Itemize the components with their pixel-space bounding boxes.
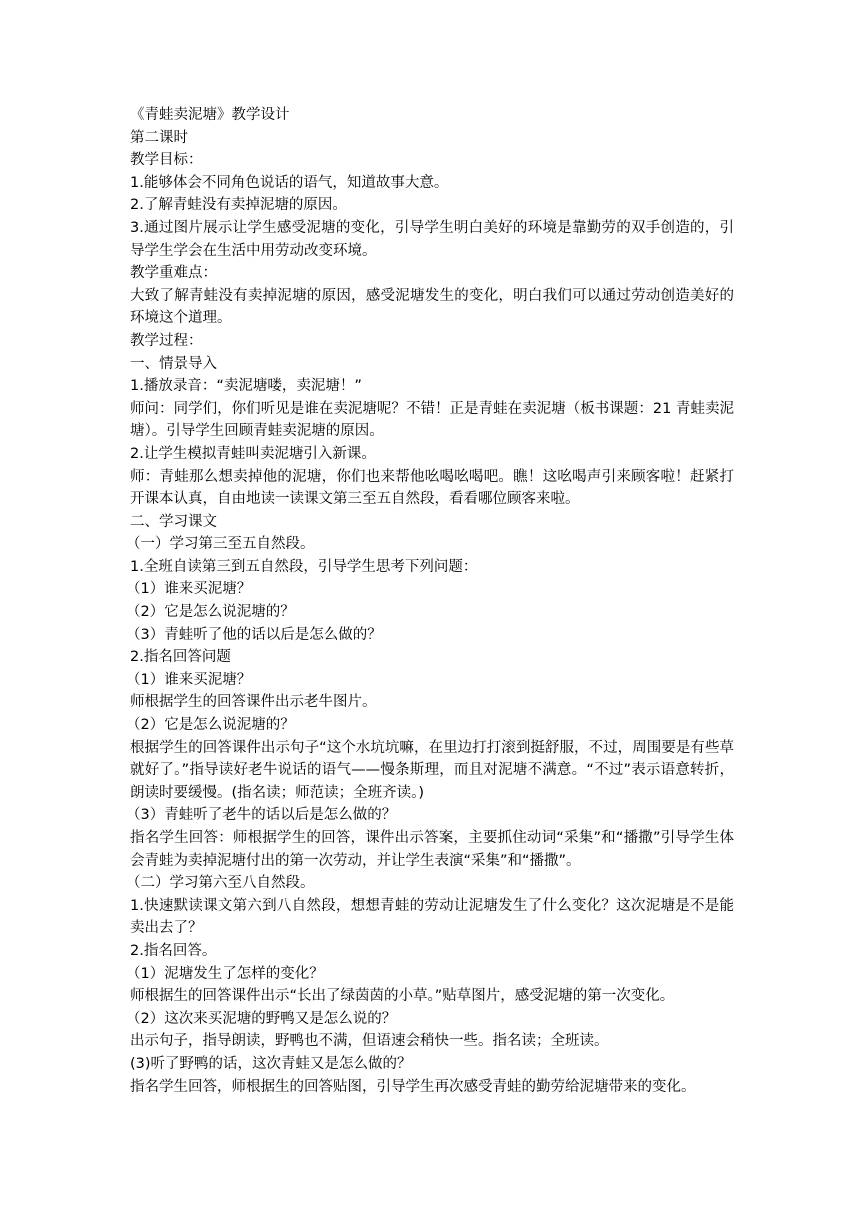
sub-subsection-heading: （二）学习第六至八自然段。 — [126, 875, 315, 892]
paragraph: 指名学生回答：师根据学生的回答，课件出示答案，主要抓住动词“采集”和“播撒”引导学生体会青蛙为卖掉泥塘付出的第一次劳动，并让学生表演“采集”和“播撒”。 — [130, 830, 734, 869]
paragraph: 2.指名回答。 — [130, 942, 217, 959]
paragraph: 2.让学生模拟青蛙叫卖泥塘引入新课。 — [130, 445, 376, 462]
goal-item: 2.了解青蛙没有卖掉泥塘的原因。 — [130, 197, 347, 214]
document-body — [126, 104, 734, 1098]
paragraph: 指名学生回答，师根据生的回答贴图，引导学生再次感受青蛙的勤劳给泥塘带来的变化。 — [130, 1078, 696, 1095]
paragraph: 师：青蛙那么想卖掉他的泥塘，你们也来帮他吆喝吆喝吧。瞧！这吆喝声引来顾客啦！赶紧打开课本认真，自由地读一读课文第三至五自然段，看看哪位顾客来啦。 — [130, 468, 734, 508]
question-item: （2）它是怎么说泥塘的？ — [126, 717, 295, 734]
section-heading-process: 教学过程： — [130, 332, 203, 349]
paragraph: 1.全班自读第三到五自然段，引导学生思考下列问题： — [130, 558, 478, 575]
paragraph: 师根据生的回答课件出示“长出了绿茵茵的小草。”贴草图片，感受泥塘的第一次变化。 — [130, 988, 675, 1005]
key-points-paragraph: 大致了解青蛙没有卖掉泥塘的原因，感受泥塘发生的变化，明白我们可以通过劳动创造美好的环境这个道理。 — [130, 287, 734, 327]
section-heading-goals: 教学目标： — [130, 152, 203, 169]
paragraph: 1.播放录音：“卖泥塘喽，卖泥塘！” — [130, 378, 362, 395]
lesson-period: 第二课时 — [130, 129, 188, 146]
question-item: （1）泥塘发生了怎样的变化？ — [126, 965, 324, 982]
paragraph: 师问：同学们，你们听见是谁在卖泥塘呢？不错！正是青蛙在卖泥塘（板书课题：21 青蛙卖泥塘）。引导学生回顾青蛙卖泥塘的原因。 — [130, 400, 734, 440]
question-item: (3)听了野鸭的话，这次青蛙又是怎么做的？ — [130, 1055, 412, 1072]
question-item: （2）这次来买泥塘的野鸭又是怎么说的？ — [126, 1010, 397, 1027]
section-heading-key-points: 教学重难点： — [130, 265, 217, 282]
goal-item: 1.能够体会不同角色说话的语气，知道故事大意。 — [130, 174, 449, 191]
subsection-heading: 二、学习课文 — [130, 513, 217, 530]
sub-subsection-heading: （一）学习第三至五自然段。 — [126, 536, 315, 553]
goal-item: 3.通过图片展示让学生感受泥塘的变化，引导学生明白美好的环境是靠勤劳的双手创造的，引导学生学会在生活中用劳动改变环境。 — [130, 219, 734, 259]
question-item: （1）谁来买泥塘？ — [126, 581, 252, 598]
subsection-heading: 一、情景导入 — [130, 355, 217, 372]
paragraph: 2.指名回答问题 — [130, 649, 231, 666]
paragraph: 师根据学生的回答课件出示老牛图片。 — [130, 694, 377, 711]
question-item: （1）谁来买泥塘？ — [126, 671, 252, 688]
paragraph: 根据学生的回答课件出示句子“这个水坑坑嘛，在里边打打滚到挺舒服，不过，周围要是有些草就好了。”指导读好老牛说话的语气——慢条斯理，而且对泥塘不满意。“不过”表示语意转折，朗读时要缓慢。(指名读；师范读；全班齐读。) — [130, 739, 734, 801]
document-title: 《青蛙卖泥塘》教学设计 — [130, 107, 290, 123]
paragraph: 出示句子，指导朗读，野鸭也不满，但语速会稍快一些。指名读；全班读。 — [130, 1033, 609, 1050]
question-item: （3）青蛙听了老牛的话以后是怎么做的？ — [126, 807, 397, 824]
question-item: （3）青蛙听了他的话以后是怎么做的？ — [126, 626, 382, 643]
paragraph: 1.快速默读课文第六到八自然段，想想青蛙的劳动让泥塘发生了什么变化？这次泥塘是不是能卖出去了？ — [130, 897, 734, 937]
question-item: （2）它是怎么说泥塘的？ — [126, 604, 295, 621]
